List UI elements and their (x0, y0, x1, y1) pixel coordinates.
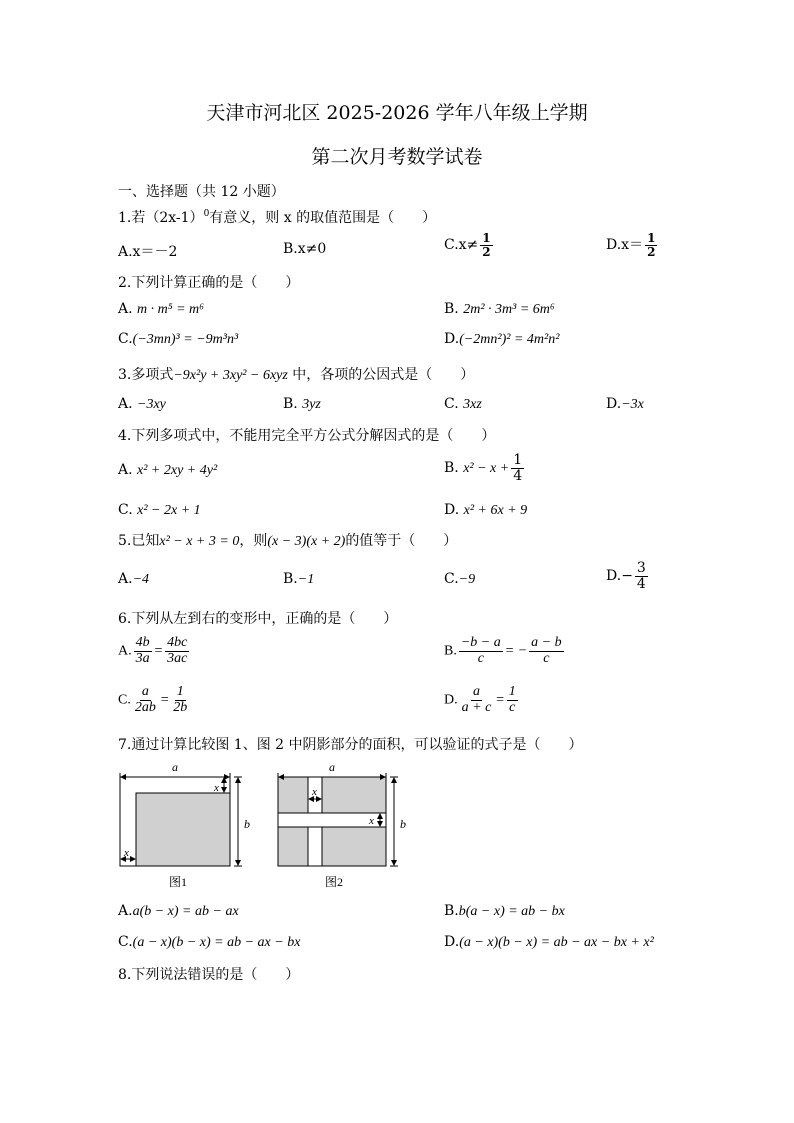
q5-option-b[interactable] (283, 571, 314, 588)
q5-d-den: 4 (636, 575, 646, 592)
q4-d-label: D. (444, 502, 460, 518)
q3-option-d[interactable] (606, 396, 644, 413)
q3-option-c[interactable] (444, 396, 482, 413)
question-4-stem: 4.下列多项式中，不能用完全平方公式分解因式的是（ ） (118, 428, 496, 444)
q4-a-label: A. (118, 462, 133, 478)
q5-option-d[interactable] (606, 561, 650, 591)
q6-a-n2: 4bc (167, 635, 188, 650)
q4-option-c[interactable] (118, 502, 201, 519)
q6-option-c[interactable] (118, 685, 191, 715)
q3-c-expr: 3xz (463, 397, 482, 412)
q2-option-d[interactable] (444, 331, 559, 348)
q3-c-label: C. (444, 396, 459, 412)
q6-a-d2: 3ac (167, 650, 188, 666)
q7-option-c[interactable] (118, 934, 300, 951)
q6-c-n1: a (141, 684, 149, 699)
q3-b-expr: 3yz (302, 397, 321, 412)
q1-option-c[interactable] (444, 232, 495, 258)
q5-c-label: C. (444, 571, 459, 587)
q6-a-n1: 4b (135, 635, 150, 650)
q6-d-n2: 1 (508, 684, 516, 699)
q5-option-c[interactable] (444, 571, 475, 588)
q6-option-a[interactable] (118, 636, 191, 666)
fig1-caption: 图1 (168, 875, 188, 889)
q3-option-b[interactable] (283, 396, 321, 413)
question-3-stem (118, 364, 474, 384)
q7-c-label: C. (118, 934, 133, 950)
q5-a-label: A. (118, 571, 133, 587)
fig2-x-right-label: x (369, 815, 374, 827)
q5-stem-a: 5.已知 (118, 533, 160, 549)
q7-a-label: A. (118, 903, 133, 919)
q6-d-eq: = (495, 692, 505, 708)
q7-b-label: B. (444, 903, 459, 919)
fig1-shaded-rect (136, 793, 230, 866)
q1-d-fraction (645, 232, 657, 258)
q6-a-d1: 3a (135, 650, 150, 666)
q3-b-label: B. (283, 396, 298, 412)
question-2-stem: 2.下列计算正确的是（ ） (118, 275, 300, 291)
q3-stem-expr: −9x²y + 3xy² − 6xyz (173, 368, 288, 383)
q5-d-pre: − (621, 568, 633, 585)
q5-d-label: D. (606, 568, 622, 585)
question-7-stem: 7.通过计算比较图 1、图 2 中阴影部分的面积，可以验证的式子是（ ） (118, 737, 583, 753)
question-8-stem: 8.下列说法错误的是（ ） (118, 967, 300, 983)
q2-b-label: B. (444, 301, 459, 317)
q1-stem-sup: 0 (203, 209, 210, 219)
fig1-x-top-label: x (214, 782, 219, 794)
q7-d-label: D. (444, 934, 460, 950)
q4-b-label: B. (444, 460, 459, 477)
q6-option-b[interactable] (444, 636, 566, 666)
question-6-stem: 6.下列从左到右的变形中，正确的是（ ） (118, 611, 398, 627)
q6-c-d1: 2ab (134, 699, 156, 715)
q2-option-c[interactable] (118, 331, 238, 348)
q6-a-label: A. (118, 643, 132, 659)
q6-c-eq: = (159, 692, 170, 708)
q3-option-a[interactable] (118, 396, 166, 413)
q1-option-a[interactable]: A.x＝－2 (118, 244, 178, 260)
q6-d-d1: a + c (461, 699, 492, 715)
fig1-a-label: a (172, 760, 178, 774)
q3-a-label: A. (118, 396, 133, 412)
q5-d-num: 3 (636, 560, 646, 576)
q6-c-d2: 2b (173, 699, 188, 715)
q1-d-pre: D.x＝ (606, 237, 644, 254)
q5-b-label: B. (283, 571, 298, 587)
q4-option-a[interactable] (118, 462, 217, 479)
section-heading: 一、选择题（共 12 小题） (118, 184, 285, 200)
q5-c-expr: −9 (458, 572, 476, 587)
q5-stem-expr2: (x − 3)(x + 2) (267, 534, 346, 549)
q6-a-eq: = (153, 643, 164, 659)
q7-option-d[interactable] (444, 934, 654, 951)
fig1-b-label: b (244, 817, 250, 831)
q3-d-label: D. (606, 396, 622, 412)
q5-a-expr: −4 (132, 572, 150, 587)
q1-c-fraction (480, 232, 492, 258)
q1-c-pre: C.x≠ (444, 237, 479, 254)
q2-a-expr: m · m⁵ = m⁶ (137, 302, 205, 317)
q6-b-n2: a − b (531, 635, 562, 650)
q1-option-b[interactable]: B.x≠0 (283, 241, 327, 257)
q6-d-n1: a (472, 684, 480, 699)
q3-a-expr: −3xy (137, 397, 166, 412)
q3-stem-b: 中，各项的公因式是（ ） (292, 367, 475, 383)
q4-option-b[interactable] (444, 453, 526, 483)
q6-b-label: B. (444, 643, 457, 659)
q6-b-n1: −b − a (460, 635, 501, 650)
fig2-caption: 图2 (324, 875, 344, 889)
fig2-a-label: a (329, 760, 335, 774)
q6-b-eq: = − (504, 643, 528, 659)
question-5-stem (118, 530, 457, 550)
q6-a-frac2 (165, 636, 189, 666)
q6-d-label: D. (444, 692, 458, 708)
q7-c-expr: (a − x)(b − x) = ab − ax − bx (132, 935, 301, 950)
q6-b-frac2 (529, 636, 563, 666)
q1-option-d[interactable] (606, 232, 659, 258)
fig1-x-bottom-label: x (124, 847, 129, 859)
q6-b-d2: c (543, 650, 550, 666)
q2-a-label: A. (118, 301, 133, 317)
q7-figures (110, 755, 530, 895)
figure-1 (120, 760, 250, 889)
q1-d-num: 1 (647, 231, 656, 245)
q2-d-expr: (−2mn²)² = 4m²n² (459, 332, 560, 347)
q5-option-a[interactable] (118, 571, 149, 588)
q7-a-expr: a(b − x) = ab − ax (132, 904, 239, 919)
q4-b-fraction (511, 453, 524, 483)
q5-stem-b: ，则 (239, 533, 268, 549)
q2-b-expr: 2m² · 3m³ = 6m⁶ (463, 302, 555, 317)
q7-option-b[interactable] (444, 903, 565, 920)
q1-d-den: 2 (647, 244, 656, 259)
q4-option-d[interactable] (444, 502, 527, 519)
q1-c-num: 1 (482, 231, 491, 245)
q1-stem-a: 1.若（2x-1） (118, 210, 204, 226)
q4-b-num: 1 (513, 452, 523, 468)
q6-option-d[interactable] (444, 685, 520, 715)
q5-stem-expr1: x² − x + 3 = 0 (159, 534, 240, 549)
q6-d-frac2 (507, 685, 518, 715)
q4-b-den: 4 (513, 467, 523, 484)
q2-option-b[interactable] (444, 301, 555, 318)
q4-a-expr: x² + 2xy + 4y² (137, 463, 218, 478)
q2-d-label: D. (444, 331, 460, 347)
q7-option-a[interactable] (118, 903, 239, 920)
q3-stem-a: 3.多项式 (118, 367, 174, 383)
question-1-stem (118, 207, 436, 227)
exam-title-line2: 第二次月考数学试卷 (311, 146, 483, 168)
q6-d-frac1 (460, 685, 494, 715)
q4-c-label: C. (118, 502, 133, 518)
q2-option-a[interactable] (118, 301, 204, 318)
q1-c-den: 2 (482, 244, 491, 259)
q5-stem-c: 的值等于（ ） (345, 533, 458, 549)
q7-d-expr: (a − x)(b − x) = ab − ax − bx + x² (459, 935, 654, 950)
figure-2 (278, 760, 406, 889)
q6-b-frac1 (459, 636, 503, 666)
exam-title-line1: 天津市河北区 2025-2026 学年八年级上学期 (206, 102, 588, 124)
q3-d-expr: −3x (621, 397, 644, 412)
q6-c-frac1 (133, 685, 158, 715)
q2-c-label: C. (118, 331, 133, 347)
q6-d-d2: c (509, 699, 516, 715)
q6-c-n2: 1 (176, 684, 184, 699)
q6-a-frac1 (134, 636, 152, 666)
fig2-x-top-label: x (312, 786, 317, 798)
q6-c-frac2 (171, 685, 189, 715)
q5-b-expr: −1 (297, 572, 315, 587)
q2-c-expr: (−3mn)³ = −9m³n³ (132, 332, 239, 347)
q4-d-expr: x² + 6x + 9 (463, 503, 528, 518)
q7-b-expr: b(a − x) = ab − bx (458, 904, 565, 919)
q1-stem-b: 有意义，则 x 的取值范围是（ ） (209, 210, 437, 226)
fig2-b-label: b (400, 817, 406, 831)
q5-d-fraction (635, 561, 648, 591)
q4-c-expr: x² − 2x + 1 (137, 503, 201, 518)
q6-c-label: C. (118, 692, 131, 708)
q4-b-expr: x² − x + (463, 461, 510, 477)
q6-b-d1: c (477, 650, 484, 666)
